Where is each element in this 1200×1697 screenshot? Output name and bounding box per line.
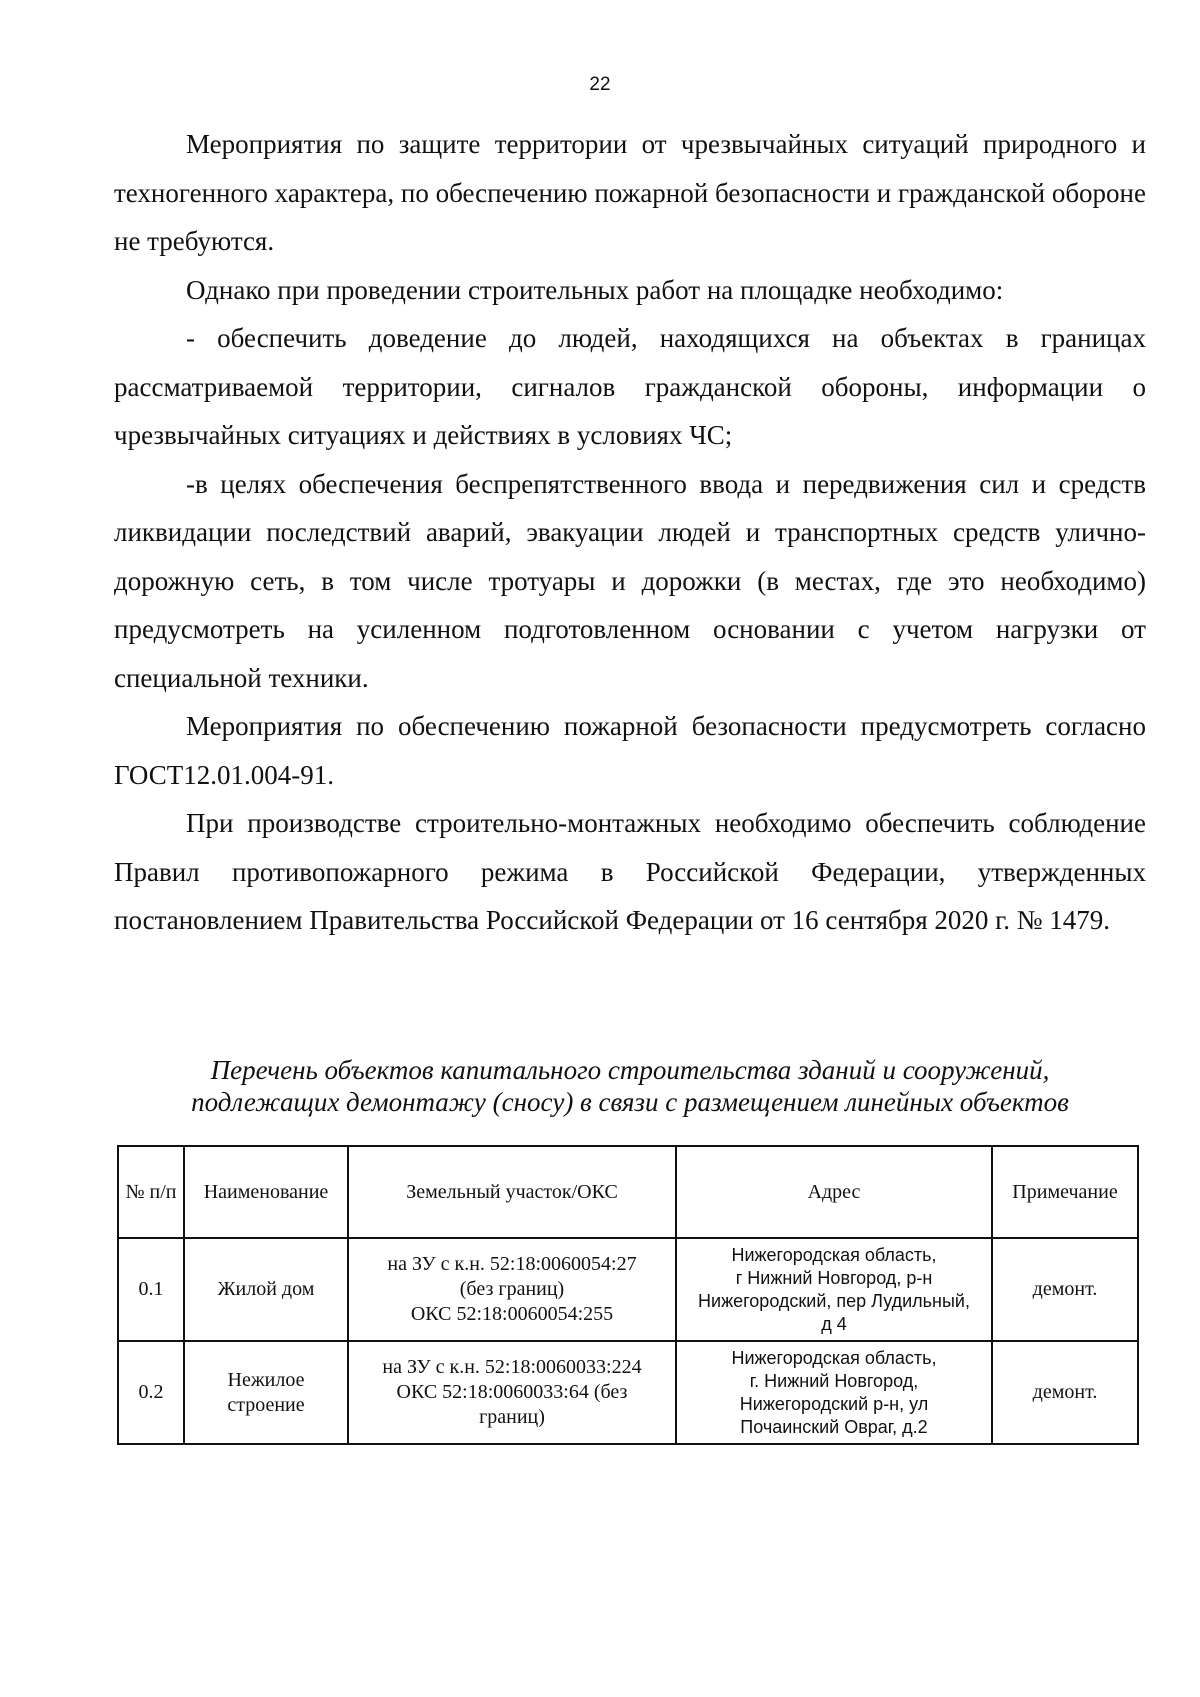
cell-address-line: Нижегородский, пер Лудильный, xyxy=(698,1290,970,1311)
cell-plot xyxy=(348,1341,676,1444)
table-row xyxy=(118,1341,1138,1444)
paragraph: -в целях обеспечения беспрепятственного ввода и передвижения сил и средств ликвидации последствий аварий, эвакуации людей и транспортных средств улично-дорожную сеть, в том числе тротуары и дорожки (в местах, где это необходимо) предусмотреть на усиленном подготовленном основании с учетом нагрузки от специальной техники. xyxy=(114,468,1146,693)
paragraph: - обеспечить доведение до людей, находящихся на объектах в границах рассматриваемой территории, сигналов гражданской обороны, информации о чрезвычайных ситуациях и действиях в условиях ЧС; xyxy=(114,323,1146,450)
cell-plot-line: ОКС 52:18:0060054:255 xyxy=(410,1303,614,1325)
header-num: № п/п xyxy=(118,1146,184,1238)
paragraph: Мероприятия по защите территории от чрезвычайных ситуаций природного и техногенного характера, по обеспечению пожарной безопасности и гражданской обороне не требуются. xyxy=(114,129,1146,256)
table-header-row xyxy=(118,1146,1138,1238)
cell-address xyxy=(676,1341,992,1444)
header-plot: Земельный участок/ОКС xyxy=(348,1146,676,1238)
cell-plot-line: ОКС 52:18:0060033:64 (без xyxy=(396,1381,628,1403)
paragraph: При производстве строительно-монтажных необходимо обеспечить соблюдение Правил противопожарного режима в Российской Федерации, утвержденных постановлением Правительства Российской Федерации от 16 сентября 2020 г. № 1479. xyxy=(114,808,1146,935)
cell-address-line: Нижегородская область, xyxy=(731,1244,937,1265)
cell-address-line: Нижегородская область, xyxy=(731,1347,937,1368)
table-caption-line: Перечень объектов капитального строительства зданий и сооружений, xyxy=(210,1055,1050,1085)
cell-plot xyxy=(348,1238,676,1341)
cell-plot-line: на ЗУ с к.н. 52:18:0060033:224 xyxy=(382,1356,642,1378)
cell-num: 0.1 xyxy=(118,1238,184,1341)
cell-num: 0.2 xyxy=(118,1341,184,1444)
cell-address-line: г Нижний Новгород, р-н xyxy=(735,1267,933,1288)
table-caption-line: подлежащих демонтажу (сносу) в связи с размещением линейных объектов xyxy=(191,1087,1069,1117)
cell-plot-line: на ЗУ с к.н. 52:18:0060054:27 xyxy=(387,1253,637,1275)
cell-plot-line: границ) xyxy=(479,1406,545,1428)
cell-address xyxy=(676,1238,992,1341)
table-row xyxy=(118,1238,1138,1341)
cell-address-line: г. Нижний Новгород, xyxy=(749,1370,919,1391)
table-caption xyxy=(114,1054,1146,1118)
header-note: Примечание xyxy=(992,1146,1138,1238)
paragraph: Мероприятия по обеспечению пожарной безопасности предусмотреть согласно ГОСТ12.01.004-91. xyxy=(114,711,1146,790)
header-name: Наименование xyxy=(184,1146,348,1238)
cell-address-line: д 4 xyxy=(821,1313,847,1334)
body-text xyxy=(114,120,1146,945)
cell-address-line: Почаинский Овраг, д.2 xyxy=(740,1416,928,1437)
demolition-table xyxy=(117,1145,1137,1445)
paragraph: Однако при проведении строительных работ на площадке необходимо: xyxy=(186,274,1004,305)
cell-name: Нежилое строение xyxy=(184,1341,348,1444)
cell-plot-line: (без границ) xyxy=(459,1278,565,1300)
cell-note: демонт. xyxy=(992,1341,1138,1444)
cell-note: демонт. xyxy=(992,1238,1138,1341)
cell-address-line: Нижегородский р-н, ул xyxy=(739,1393,929,1414)
cell-name: Жилой дом xyxy=(184,1238,348,1341)
page-number: 22 xyxy=(589,74,611,95)
header-address: Адрес xyxy=(676,1146,992,1238)
